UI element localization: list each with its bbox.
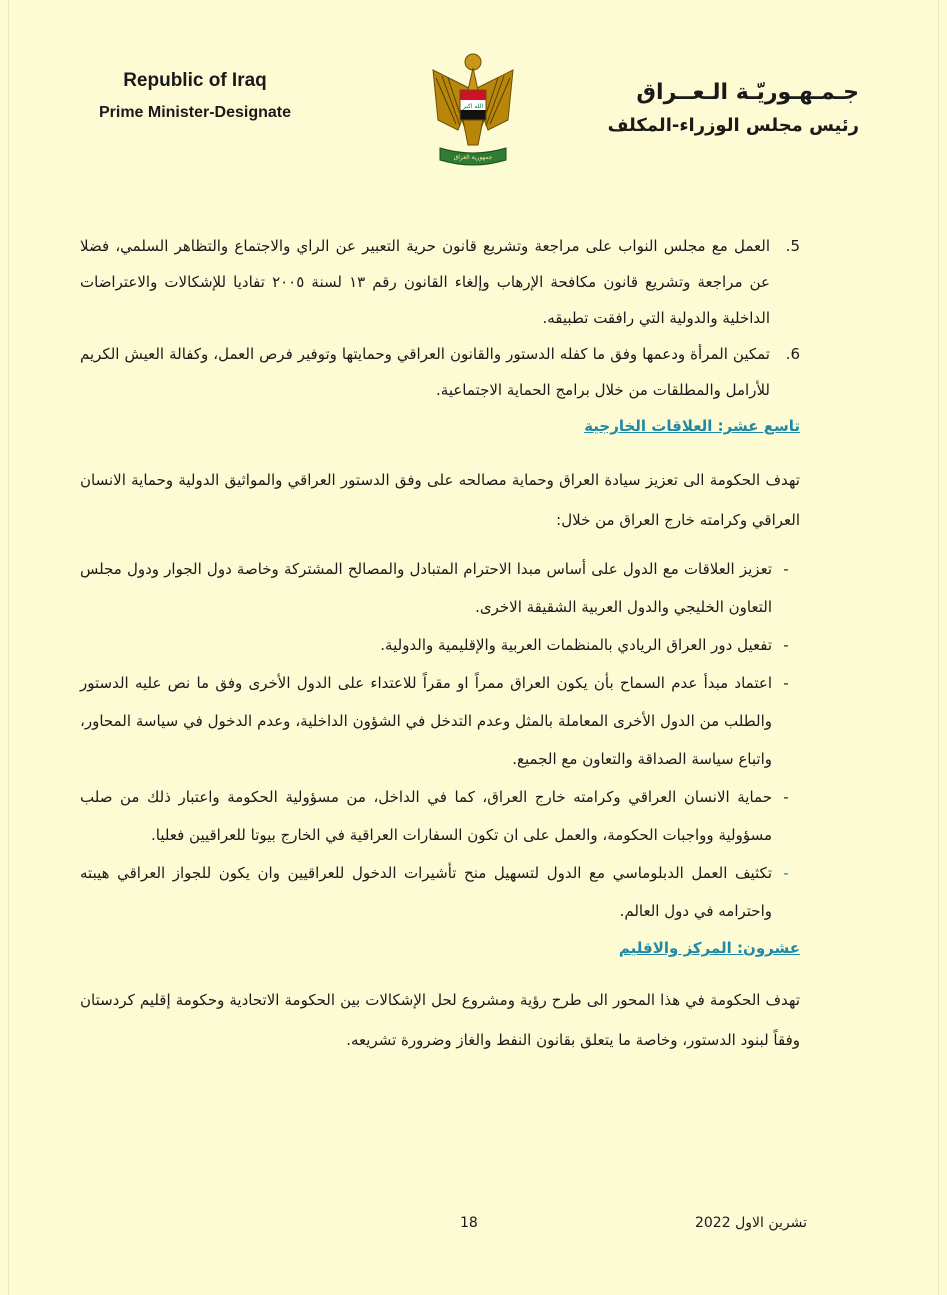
list-item [80,626,800,664]
header-pm-designate-en: Prime Minister-Designate [98,104,292,121]
footer-date: تشرين الاول 2022 [694,1215,807,1231]
item-text: العمل مع مجلس النواب على مراجعة وتشريع قانون حرية التعبير عن الراي والاجتماع والتظاهر السلمي، فضلا عن مراجعة وتشريع قانون مكافحة الإرهاب وإلغاء القانون رقم ١٣ لسنة ٢٠٠٥ تفاديا للإشكالات والاعتراضات الداخلية والدولية التي رافقت تطبيقه. [80,237,771,327]
numbered-item [80,336,800,408]
item-number: 5. [785,237,800,255]
list-item-text: تكثيف العمل الدبلوماسي مع الدول لتسهيل منح تأشيرات الدخول للعراقيين وان يكون للجواز العراقي هيبته واحترامه في دول العالم. [80,864,772,920]
page-number: 18 [460,1215,478,1231]
list-item [80,854,800,930]
list-dash: - [783,674,789,692]
section-intro-paragraph: تهدف الحكومة في هذا المحور الى طرح رؤية ومشروع لحل الإشكالات بين الحكومة الاتحادية وحكومة إقليم كردستان وفقاً لبنود الدستور، وخاصة ما يتعلق بقانون النفط والغاز وضرورة تشريعه. [80,991,800,1049]
header-republic-en: Republic of Iraq [123,70,267,91]
list-dash: - [783,788,789,806]
section-intro-paragraph: تهدف الحكومة الى تعزيز سيادة العراق وحماية مصالحه على وفق الدستور العراقي والمواثيق الدولية وحماية الانسان العراقي وكرامته خارج العراق من خلال: [80,471,800,529]
iraq-eagle-emblem-icon [428,50,518,170]
document-body [80,228,800,1060]
list-item [80,778,800,854]
section-heading-center-region: عشرون: المركز والاقليم [618,939,800,957]
list-item-text: حماية الانسان العراقي وكرامته خارج العراق، كما في الداخل، من مسؤولية الحكومة واعتبار ذلك من صلب مسؤولية وواجبات الحكومة، والعمل على ان تكون السفارات العراقية في الخارج بيوتا للعراقيين فعليا. [80,788,772,844]
header-pm-designate-ar: رئيس مجلس الوزراء-المكلف [607,115,859,136]
header-english [60,70,330,122]
list-item [80,550,800,626]
header-republic-ar: جـمـهـوريّـة الـعــراق [636,80,859,105]
list-dash: - [783,560,789,578]
svg-text:جمهورية العراق: جمهورية العراق [453,154,493,161]
list-item-text: تفعيل دور العراق الريادي بالمنظمات العربية والإقليمية والدولية. [380,636,772,654]
svg-text:الله اكبر: الله اكبر [462,103,484,110]
section-heading-foreign-relations: تاسع عشر: العلاقات الخارجية [584,417,800,435]
list-item-text: اعتماد مبدأ عدم السماح بأن يكون العراق ممراً او مقراً للاعتداء على الدول الأخرى وفق ما نص عليه الدستور والطلب من الدول الأخرى المعاملة بالمثل وعدم التدخل في الشؤون الداخلية، وعدم الدخول في سياسة المحاور، واتباع سياسة الصداقة والتعاون مع الجميع. [80,674,772,768]
list-item [80,664,800,778]
header-arabic [559,80,859,136]
item-text: تمكين المرأة ودعمها وفق ما كفله الدستور والقانون العراقي وحمايتها وتوفير فرص العمل، وكفالة العيش الكريم للأرامل والمطلقات من خلال برامج الحماية الاجتماعية. [80,345,770,399]
list-dash: - [783,864,789,882]
numbered-item [80,228,800,336]
list-item-text: تعزيز العلاقات مع الدول على أساس مبدا الاحترام المتبادل والمصالح المشتركة وخاصة دول الجوار ودول مجلس التعاون الخليجي والدول العربية الشقيقة الاخرى. [80,560,772,616]
list-dash: - [783,636,789,654]
item-number: 6. [785,345,800,363]
